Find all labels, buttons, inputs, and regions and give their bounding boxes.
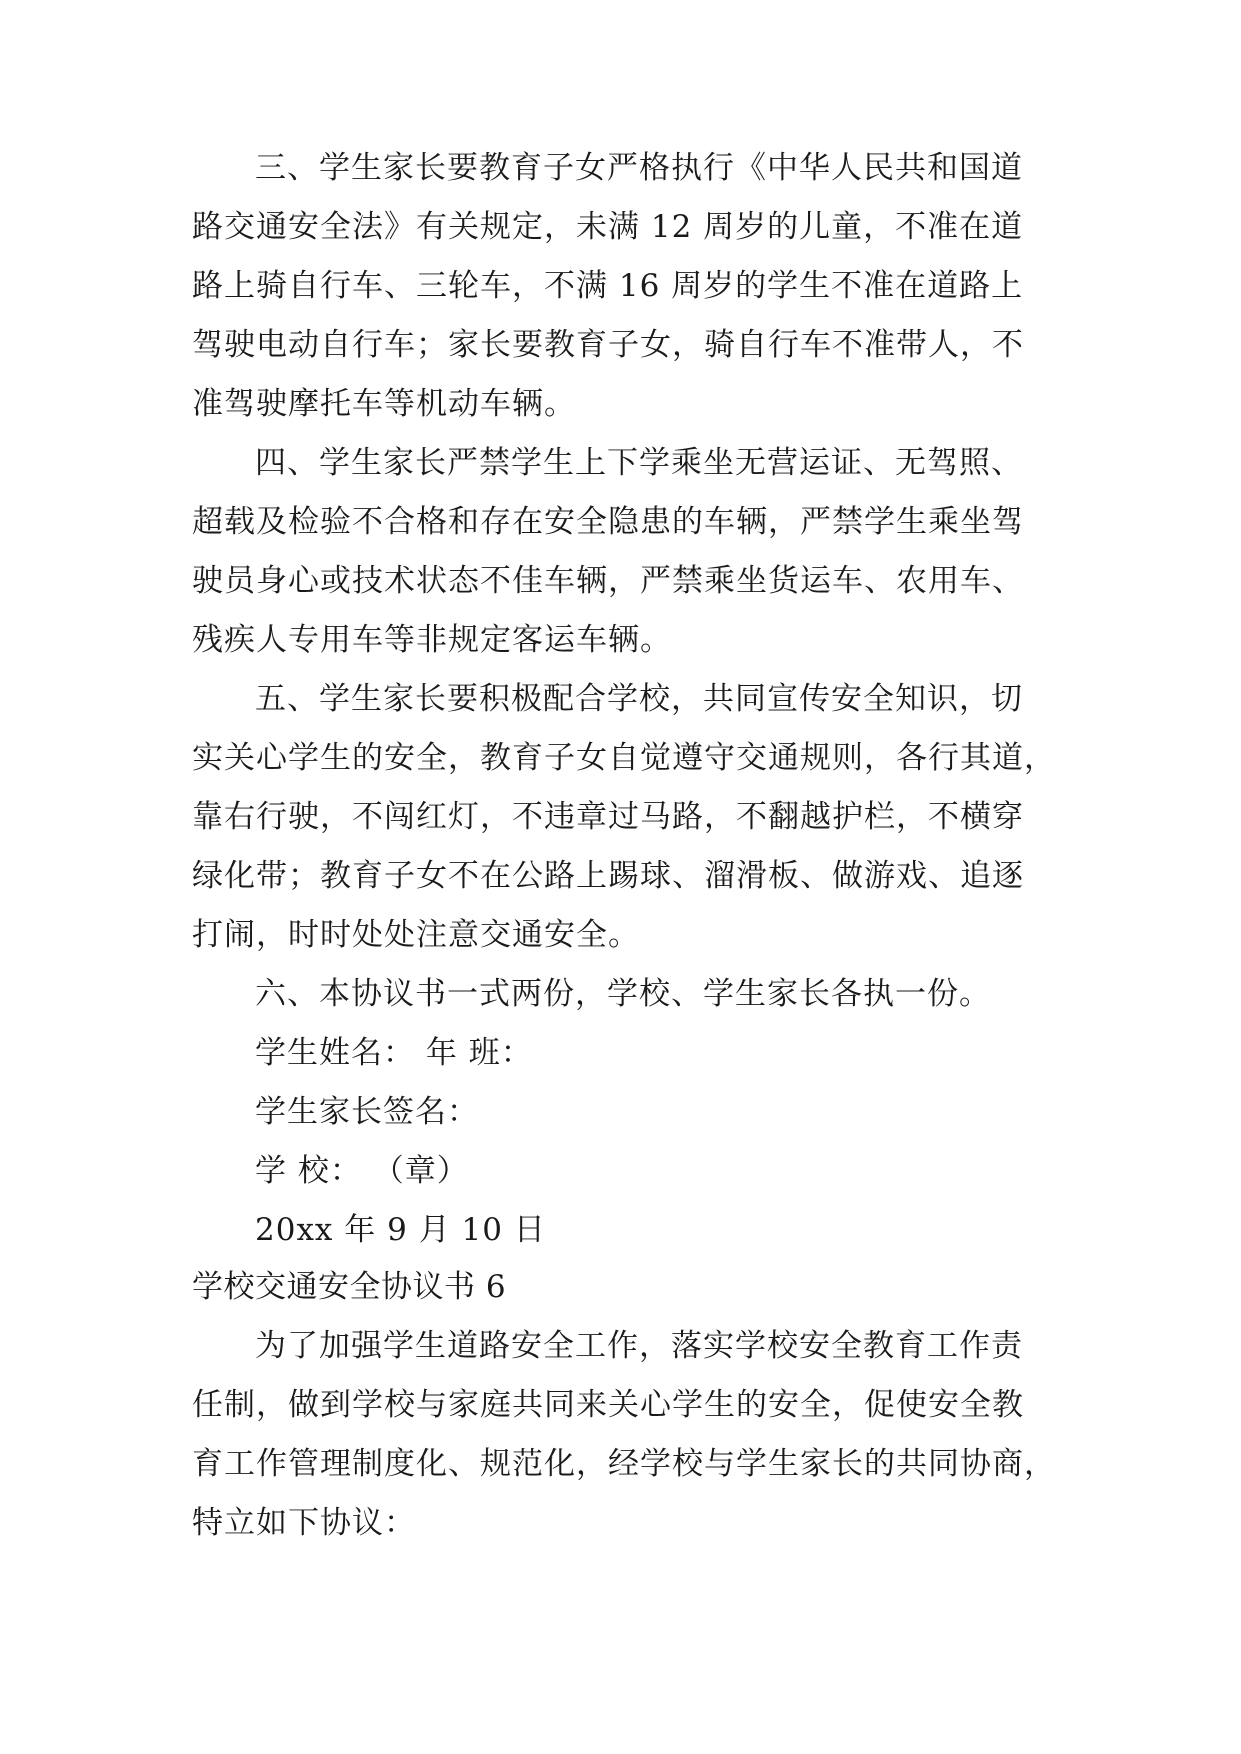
student-name-field: 学生姓名： 年 班： xyxy=(255,1035,533,1071)
item5-line-1: 五、学生家长要积极配合学校，共同宣传安全知识，切 xyxy=(255,681,1023,717)
intro-line-1: 为了加强学生道路安全工作，落实学校安全教育工作责 xyxy=(255,1328,1023,1364)
intro-line-3: 育工作管理制度化、规范化，经学校与学生家长的共同协商， xyxy=(192,1446,1056,1482)
parent-signature-field: 学生家长签名： xyxy=(255,1094,479,1130)
item4-line-2: 超载及检验不合格和存在安全隐患的车辆，严禁学生乘坐驾 xyxy=(192,504,1024,540)
item3-line-5: 准驾驶摩托车等机动车辆。 xyxy=(192,386,576,422)
school-seal-field: 学 校： （章） xyxy=(255,1153,469,1189)
item5-line-2: 实关心学生的安全，教育子女自觉遵守交通规则，各行其道， xyxy=(192,740,1056,776)
item3-line-3: 路上骑自行车、三轮车，不满 16 周岁的学生不准在道路上 xyxy=(192,268,1024,304)
item4-line-1: 四、学生家长严禁学生上下学乘坐无营运证、无驾照、 xyxy=(255,445,1023,481)
item4-line-3: 驶员身心或技术状态不佳车辆，严禁乘坐货运车、农用车、 xyxy=(192,563,1024,599)
item5-line-3: 靠右行驶，不闯红灯，不违章过马路，不翻越护栏，不横穿 xyxy=(192,799,1024,835)
section-title: 学校交通安全协议书 6 xyxy=(192,1269,507,1305)
item6-line: 六、本协议书一式两份，学校、学生家长各执一份。 xyxy=(255,976,991,1012)
item3-line-4: 驾驶电动自行车；家长要教育子女，骑自行车不准带人，不 xyxy=(192,327,1024,363)
intro-line-4: 特立如下协议： xyxy=(192,1505,416,1541)
item5-line-5: 打闹，时时处处注意交通安全。 xyxy=(192,917,640,953)
intro-line-2: 任制，做到学校与家庭共同来关心学生的安全，促使安全教 xyxy=(192,1387,1024,1423)
date-line: 20xx 年 9 月 10 日 xyxy=(255,1212,546,1248)
item3-line-2: 路交通安全法》有关规定，未满 12 周岁的儿童，不准在道 xyxy=(192,209,1024,245)
item3-line-1: 三、学生家长要教育子女严格执行《中华人民共和国道 xyxy=(255,150,1023,186)
item5-line-4: 绿化带；教育子女不在公路上踢球、溜滑板、做游戏、追逐 xyxy=(192,858,1024,894)
item4-line-4: 残疾人专用车等非规定客运车辆。 xyxy=(192,622,672,658)
